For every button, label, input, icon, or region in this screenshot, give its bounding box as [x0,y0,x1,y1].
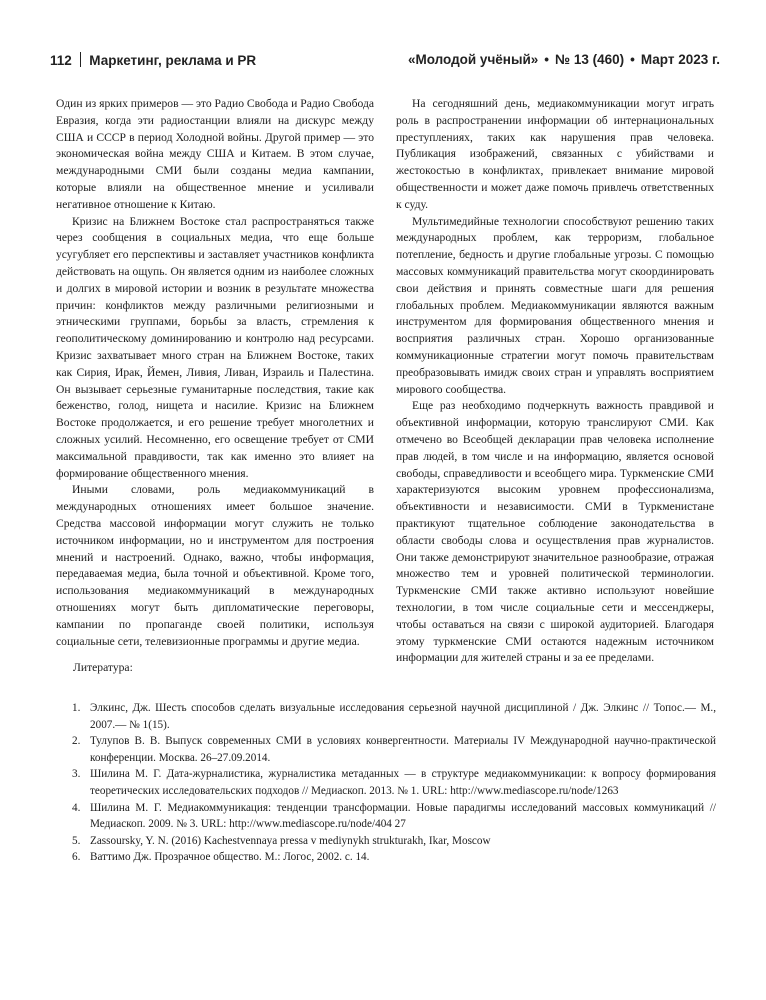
reference-item [60,800,716,833]
reference-text: Zassoursky, Y. N. (2016) Kachestvennaya pressa v mediynykh strukturakh, Ikar, Moscow [90,834,491,847]
issue-date: Март 2023 г. [640,52,720,67]
header-left [50,52,256,68]
reference-text: Шилина М. Г. Медиакоммуникация: тенденции трансформации. Новые парадигмы исследований массовых коммуникаций // Медиаскоп. 2009. № 3. URL: http://www.mediascope.ru/node/404 27 [90,801,716,831]
reference-number: 1. [72,702,81,714]
reference-number: 5. [72,834,81,847]
reference-item [60,849,716,866]
reference-text: Ваттимо Дж. Прозрачное общество. М.: Логос, 2002. с. 14. [90,851,370,864]
reference-item [60,833,716,850]
reference-item [60,733,716,766]
reference-number: 6. [72,851,81,864]
reference-number: 4. [72,801,81,814]
page-header [50,48,720,74]
reference-text: Шилина М. Г. Дата-журналистика, журналистика метаданных — в структуре медиакоммуникации: к вопросу формирования теоретических исследовательских подходов // Медиаскоп. 2013. № 1. URL: http://www.mediascope.ru/node/1263 [90,768,716,797]
paragraph: Кризис на Ближнем Востоке стал распространяться также через сообщения в социальных медиа, что еще больше усугубляет его перспективы и заставляет участников конфликта действовать на ощупь. Он является одним из наиболее сложных и долгих в мировой истории и возник в результате множества причин: конфликтов между различными религиозными и этническими группами, борьбы за власть, стремления к геополитическому доминированию и контролю над ресурсами. Кризис захватывает много стран на Ближнем Востоке, таких как Сирия, Ирак, Йемен, Ливия, Ливан, Израиль и Палестина. Он вызывает серьезные гуманитарные последствия, такие как беженство, голод, нищета и насилие. Кризис на Ближнем Востоке продолжается, и его решение требует многолетних и сложных усилий. Несомненно, его освещение требует от СМИ максимальной правдивости, так как именно это влияет на формирование общественного мнения. [56,214,374,480]
journal-name: «Молодой учёный» [407,52,539,67]
header-divider [80,52,82,67]
paragraph: Один из ярких примеров — это Радио Свобода и Радио Свобода Евразия, когда эти радиостанции влияли на дискурс между США и СССР в период Холодной войны. Другой пример — это экономическая война между США и Китаем. В этом случае, международными СМИ были созданы медиа кампании, которые влияли на общественное мнение и усиливали негативное отношение к Китаю. [56,97,374,211]
reference-text: Элкинс, Дж. Шесть способов сделать визуальные исследования серьезной научной дисциплиной / Дж. Элкинс // Топос.— М., 2007.— № 1(15). [90,702,716,731]
reference-number: 2. [72,735,81,748]
paragraph: Мультимедийные технологии способствуют решению таких международных проблем, как терроризм, глобальное потепление, бедность и другие глобальные угрозы. С помощью массовых коммуникаций правительства могут скоординировать свои действия и принять совместные шаги для решения глобальных проблем. Медиакоммуникации являются важным инструментом для формирования общественного мнения и восприятия различных стран. Хорошо организованные коммуникационные стратегии могут помочь правительствам преобразовывать имидж своих стран и управлять восприятием мирового сообщества. [396,214,714,396]
paragraph: На сегодняшний день, медиакоммуникации могут играть роль в распространении информации об интернациональных преступлениях, таких как нарушения прав человека. Публикация изображений, связанных с убийствами и жестокостью в конфликтах, привлекает внимание мировой общественности и может даже помочь привлечь ответственных к суду. [396,97,714,211]
bullet-separator: • [544,52,550,67]
reference-number: 3. [72,768,81,781]
literature-title: Литература: [73,661,133,674]
reference-list [60,700,716,866]
reference-item [60,766,716,799]
page-number: 112 [50,53,72,68]
paragraph: Еще раз необходимо подчеркнуть важность правдивой и объективной информации, которую транслируют СМИ. Как отмечено во Всеобщей декларации прав человека исполнение прав людей, в том числе и на информацию, является основой свободы, справедливости и всеобщего мира. Туркменские СМИ характеризуются высоким уровнем профессионализма, объективности и независимости. СМИ в Туркменистане практикуют тщательное соблюдение законодательства в области свободы слова и осуществления прав журналистов. Они также демонстрируют значительное разнообразие, отражая множество тем и уровней политической терминологии. Туркменские СМИ также активно используют новейшие технологии, в том числе социальные сети и мессенджеры, чтобы оставаться на связи с широкой аудиторией. Благодаря этому туркменские СМИ остаются надежным источником информации для жителей страны и за ее пределами. [396,399,714,665]
reference-item [60,700,716,733]
left-column [56,96,374,650]
right-column [396,96,714,667]
reference-text: Тулупов В. В. Выпуск современных СМИ в условиях конвергентности. Материалы IV Международной научно-практической конференции. Москва. 26–27.09.2014. [90,735,716,764]
paragraph: Иными словами, роль медиакоммуникаций в международных отношениях имеет большое значение. Средства массовой информации могут служить не только источником информации, но и инструментом для построения мнений и настроений. Однако, важно, чтобы информация, передаваемая медиа, была точной и объективной. Кроме того, использования медиакоммуникаций в международных отношениях могут быть дипломатические переговоры, кампании по пропаганде своей политики, используя социальные сети, телевизионные программы и другие медиа. [56,483,374,648]
issue-number: № 13 (460) [555,52,625,67]
header-right [408,52,720,67]
bullet-separator: • [630,52,635,67]
section-title: Маркетинг, реклама и PR [89,53,257,68]
